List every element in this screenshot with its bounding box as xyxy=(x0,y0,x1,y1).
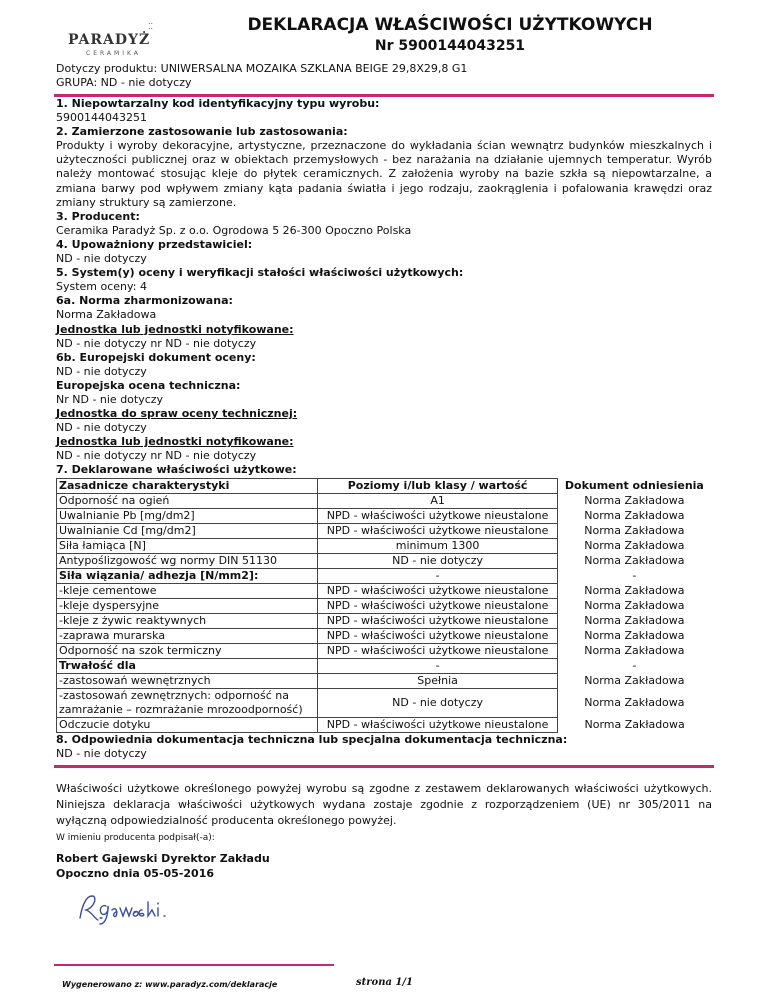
section-6b-body-value: ND - nie dotyczy xyxy=(56,421,147,435)
logo-word: PARADYŻ xyxy=(68,32,151,48)
row-reference: Norma Zakładowa xyxy=(584,583,685,597)
signed-on-behalf-label: W imieniu producenta podpisał(-a): xyxy=(56,833,215,843)
section-6b-body-title: Jednostka do spraw oceny technicznej: xyxy=(56,407,298,421)
document-number: Nr 5900144043251 xyxy=(374,38,526,54)
logo-subtitle: CERAMIKA xyxy=(86,50,141,57)
section-3-title: 3. Producent: xyxy=(56,209,140,223)
table-row xyxy=(57,628,712,643)
row-value: NPD - właściwości użytkowe nieustalone xyxy=(318,583,557,598)
table-row xyxy=(57,523,712,538)
section-8-title: 8. Odpowiednia dokumentacja techniczna lub specjalna dokumentacja techniczna: xyxy=(56,732,568,746)
document-title: DEKLARACJA WŁAŚCIWOŚCI UŻYTKOWYCH xyxy=(247,15,653,35)
row-characteristic: -kleje z żywic reaktywnych xyxy=(57,613,318,628)
row-characteristic: Siła wiązania/ adhezja [N/mm2]: xyxy=(57,568,318,583)
handwritten-signature xyxy=(76,888,196,928)
section-6a-notified-title: Jednostka lub jednostki notyfikowane: xyxy=(56,322,294,336)
conformity-statement: Właściwości użytkowe określonego powyżej wyrobu są zgodne z zestawem deklarowanych właściwości użytkowych. Niniejsza deklaracja właściwości użytkowych wydana zostaje zgodnie z rozporządzeniem (UE) nr 305/2011 na wyłączną odpowiedzialność producenta określonego powyżej. xyxy=(56,782,712,827)
row-value: minimum 1300 xyxy=(318,538,557,553)
row-value: NPD - właściwości użytkowe nieustalone xyxy=(318,717,557,732)
section-1-value: 5900144043251 xyxy=(56,111,147,125)
page-number: strona 1/1 xyxy=(356,977,413,988)
row-characteristic: Siła łamiąca [N] xyxy=(57,538,318,553)
section-4-title: 4. Upoważniony przedstawiciel: xyxy=(56,237,253,251)
table-row xyxy=(57,538,712,553)
row-characteristic: -kleje dyspersyjne xyxy=(57,598,318,613)
row-reference: Norma Zakładowa xyxy=(584,673,685,687)
row-value: - xyxy=(318,658,557,673)
row-reference: - xyxy=(632,658,637,672)
table-row xyxy=(57,568,712,583)
section-3-value: Ceramika Paradyż Sp. z o.o. Ogrodowa 5 26-300 Opoczno Polska xyxy=(56,223,412,237)
row-characteristic: Antypoślizgowość wg normy DIN 51130 xyxy=(57,553,318,568)
row-value: NPD - właściwości użytkowe nieustalone xyxy=(318,613,557,628)
row-value: - xyxy=(318,568,557,583)
table-row xyxy=(57,508,712,523)
row-characteristic: -zastosowań wewnętrznych xyxy=(57,673,318,688)
section-5-title: 5. System(y) oceny i weryfikacji stałości właściwości użytkowych: xyxy=(56,266,464,280)
table-header-reference: Dokument odniesienia xyxy=(564,478,704,492)
row-value: NPD - właściwości użytkowe nieustalone xyxy=(318,508,557,523)
table-row xyxy=(57,658,712,673)
row-reference: Norma Zakładowa xyxy=(584,508,685,522)
section-6b-notified-title: Jednostka lub jednostki notyfikowane: xyxy=(56,435,294,449)
row-value: ND - nie dotyczy xyxy=(318,553,557,568)
product-line: Dotyczy produktu: UNIWERSALNA MOZAIKA SZKLANA BEIGE 29,8X29,8 G1 xyxy=(56,62,468,75)
logo-dots-icon: ⁚⁚ xyxy=(148,22,154,31)
row-value: ND - nie dotyczy xyxy=(318,688,557,717)
row-reference: Norma Zakładowa xyxy=(584,613,685,627)
section-6b-eta-title: Europejska ocena techniczna: xyxy=(56,378,241,392)
table-row xyxy=(57,598,712,613)
row-value: NPD - właściwości użytkowe nieustalone xyxy=(318,643,557,658)
table-header-characteristics: Zasadnicze charakterystyki xyxy=(57,478,318,493)
signing-place-date: Opoczno dnia 05-05-2016 xyxy=(56,867,215,880)
section-5-value: System oceny: 4 xyxy=(56,280,147,294)
row-value: A1 xyxy=(318,493,557,508)
table-row xyxy=(57,613,712,628)
row-value: NPD - właściwości użytkowe nieustalone xyxy=(318,598,557,613)
row-value: Spełnia xyxy=(318,673,557,688)
row-value: NPD - właściwości użytkowe nieustalone xyxy=(318,523,557,538)
row-reference: - xyxy=(632,568,637,582)
section-2-value: Produkty i wyroby dekoracyjne, artystyczne, przeznaczone do wykładania ścian wewnątrz budynków mieszkalnych i użyteczności publicznej oraz w obiektach przemysłowych - bez narażania na działanie ujemnych temperatur. Wyrób należy montować stosując kleje do płytek ceramicznych. Z założenia wyroby na bazie szkła są niepowtarzalne, a zmiana barwy pod wpływem zmiany kąta padania światła i jego rodzaju, zaokrąglenia i pofalowania krawędzi oraz zmiany struktury są zamierzone. xyxy=(56,139,712,209)
signer-name: Robert Gajewski Dyrektor Zakładu xyxy=(56,852,270,865)
footer-divider xyxy=(54,964,334,966)
product-meta xyxy=(56,62,467,90)
row-reference: Norma Zakładowa xyxy=(584,553,685,567)
table-header-row xyxy=(57,478,712,493)
section-7-title: 7. Deklarowane właściwości użytkowe: xyxy=(56,463,297,477)
table-row xyxy=(57,553,712,568)
section-2-title: 2. Zamierzone zastosowanie lub zastosowania: xyxy=(56,125,348,139)
table-header-values: Poziomy i/lub klasy / wartość xyxy=(318,478,557,493)
row-reference: Norma Zakładowa xyxy=(584,717,685,731)
row-reference: Norma Zakładowa xyxy=(584,628,685,642)
table-row xyxy=(57,643,712,658)
row-characteristic: -zaprawa murarska xyxy=(57,628,318,643)
section-6b-value: ND - nie dotyczy xyxy=(56,364,147,378)
table-row xyxy=(57,673,712,688)
table-row xyxy=(57,493,712,508)
company-logo xyxy=(60,14,170,57)
footer-generated-url: Wygenerowano z: www.paradyz.com/deklaracje xyxy=(62,980,278,989)
row-characteristic: Odporność na ogień xyxy=(57,493,318,508)
row-reference: Norma Zakładowa xyxy=(584,538,685,552)
declaration-body xyxy=(56,97,712,761)
table-row xyxy=(57,688,712,717)
row-reference: Norma Zakładowa xyxy=(584,493,685,507)
row-characteristic: -kleje cementowe xyxy=(57,583,318,598)
section-6b-notified-value: ND - nie dotyczy nr ND - nie dotyczy xyxy=(56,449,257,463)
section-6a-notified-value: ND - nie dotyczy nr ND - nie dotyczy xyxy=(56,336,257,350)
section-1-title: 1. Niepowtarzalny kod identyfikacyjny typu wyrobu: xyxy=(56,97,380,110)
row-reference: Norma Zakładowa xyxy=(584,643,685,657)
section-4-value: ND - nie dotyczy xyxy=(56,252,147,266)
row-reference: Norma Zakładowa xyxy=(584,598,685,612)
section-6a-title: 6a. Norma zharmonizowana: xyxy=(56,294,233,308)
row-characteristic: -zastosowań zewnętrznych: odporność na zamrażanie – rozmrażanie mrozoodporność) xyxy=(57,688,318,717)
row-value: NPD - właściwości użytkowe nieustalone xyxy=(318,628,557,643)
signer-block xyxy=(56,851,270,881)
table-row xyxy=(57,583,712,598)
row-characteristic: Odczucie dotyku xyxy=(57,717,318,732)
row-characteristic: Uwalnianie Cd [mg/dm2] xyxy=(57,523,318,538)
row-reference: Norma Zakładowa xyxy=(584,695,685,709)
bottom-divider xyxy=(54,765,714,768)
table-row xyxy=(57,717,712,732)
row-characteristic: Odporność na szok termiczny xyxy=(57,643,318,658)
group-line: GRUPA: ND - nie dotyczy xyxy=(56,76,192,89)
row-reference: Norma Zakładowa xyxy=(584,523,685,537)
section-8-value: ND - nie dotyczy xyxy=(56,746,147,760)
section-6b-title: 6b. Europejski dokument oceny: xyxy=(56,350,256,364)
section-6a-value: Norma Zakładowa xyxy=(56,308,157,322)
properties-table xyxy=(56,478,712,733)
row-characteristic: Trwałość dla xyxy=(57,658,318,673)
row-characteristic: Uwalnianie Pb [mg/dm2] xyxy=(57,508,318,523)
section-6b-eta-value: Nr ND - nie dotyczy xyxy=(56,392,164,406)
